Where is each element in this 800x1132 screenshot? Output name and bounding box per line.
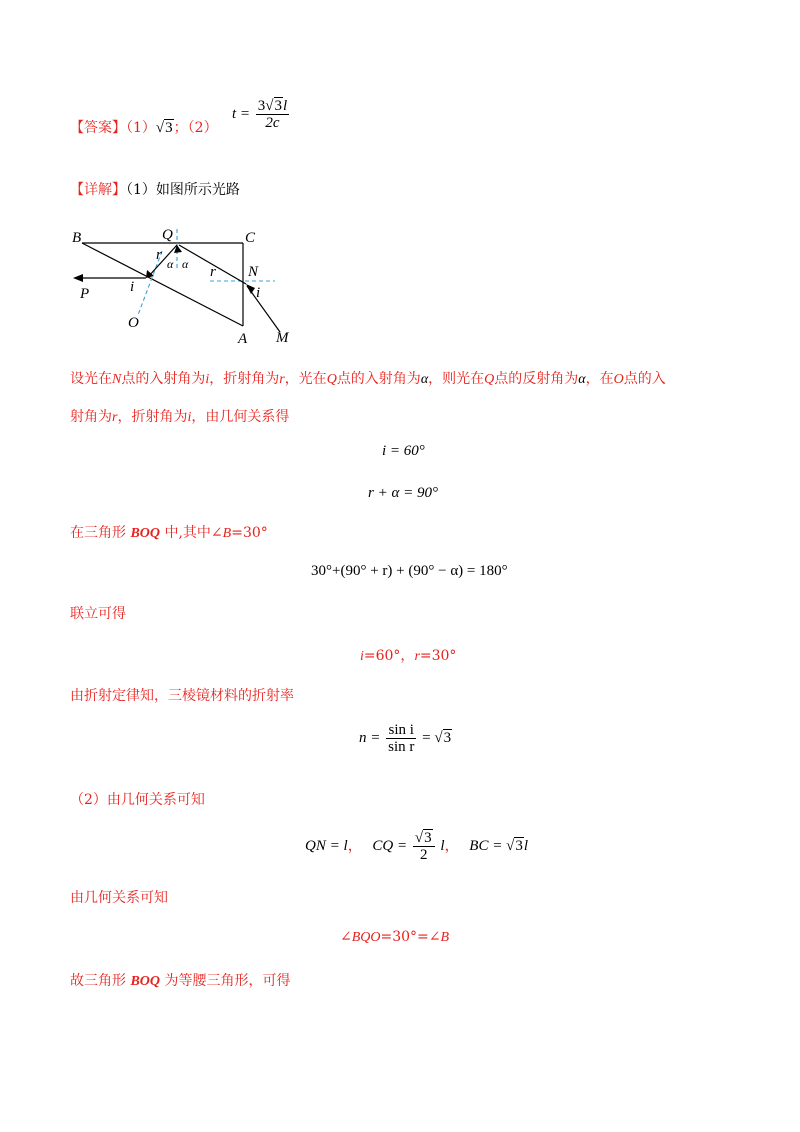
text-run: O [613,372,624,387]
arrow-at-n [246,284,255,294]
arrow-at-p [73,274,83,282]
label-alpha-left: α [167,257,174,271]
paragraph-1-line-1 [70,369,666,390]
text-run: i [187,410,192,425]
text-run: r [279,372,285,387]
equation-result: i=60°，r=30° [360,648,457,664]
text-run: ，光在 [284,371,327,387]
equation-lengths: QN = l， CQ = $\frac{√3}{2}$ l， BC = √3l [305,830,528,863]
edge-ba [82,243,243,326]
text-run: 点的入射角为 [336,371,421,387]
answer-label: 【答案】 [70,120,126,136]
text-run: 点的反射角为 [494,371,579,387]
text-run: 点的入射角为 [121,371,206,387]
answer-part1-value: √3 [155,120,173,136]
detail-intro: （1）如图所示光路 [126,182,240,198]
paragraph-7: 故三角形 BOQ 为等腰三角形，可得 [70,973,291,989]
equation-refractive-index: n = $\frac{\text{sin i}}{\text{sin r}}$ = √3 [359,722,452,755]
paragraph-3: 联立可得 [70,606,126,622]
text-run: r [112,410,118,425]
label-p: P [80,286,90,302]
answer-line [70,118,218,138]
equation-angle-sum: 30°+(90° + r) + (90° − α) = 180° [311,563,508,579]
text-run: N [112,372,122,387]
text-run: ，则光在 [428,371,485,387]
detail-label: 【详解】 [70,182,126,198]
label-n: N [248,264,259,280]
text-run: i [205,372,210,387]
text-run: ，折射角为 [209,371,280,387]
answer-fraction: $\frac{3√3l}{2c}$ [257,98,288,131]
label-q: Q [162,227,173,243]
paragraph-1-line-2 [70,407,289,428]
label-r-left: r [156,247,162,263]
answer-part2-number: （2） [187,120,218,136]
text-run: ，在 [585,371,614,387]
text-run: Q [326,372,337,387]
light-path-diagram [70,225,300,347]
label-c: C [245,230,256,246]
ray-mn [247,286,280,332]
paragraph-4: 由折射定律知，三棱镜材料的折射率 [70,688,294,704]
label-r-right: r [210,264,216,280]
label-alpha-right: α [182,257,189,271]
equation-r-alpha: r + α = 90° [368,485,438,501]
answer-t-lhs: t = [232,105,251,122]
text-run: Q [484,372,495,387]
prism-outline [82,243,243,326]
label-i-left: i [130,279,135,295]
label-o: O [128,315,139,331]
text-run: ，折射角为 [117,409,188,425]
text-run: α [420,372,429,387]
label-m: M [276,330,289,346]
answer-separator: ； [173,120,188,136]
paragraph-5: （2）由几何关系可知 [70,792,205,808]
answer-part2-formula [232,98,291,131]
text-run: ，由几何关系得 [191,409,290,425]
text-run: 射角为 [70,409,112,425]
text-run: α [578,372,586,387]
detail-heading [70,180,240,200]
text-run: 点的入 [623,371,666,387]
paragraph-2: 在三角形 BOQ 中,其中∠B=30° [70,525,268,541]
label-i-right: i [256,285,261,301]
label-a: A [238,331,248,347]
equation-angle-bqo: ∠BQO=30°=∠B [340,929,450,945]
answer-part1-number: （1） [126,120,156,136]
text-run: 设光在 [70,371,112,387]
paragraph-6: 由几何关系可知 [70,890,168,906]
equation-i: i = 60° [382,443,425,459]
label-b: B [72,230,82,246]
